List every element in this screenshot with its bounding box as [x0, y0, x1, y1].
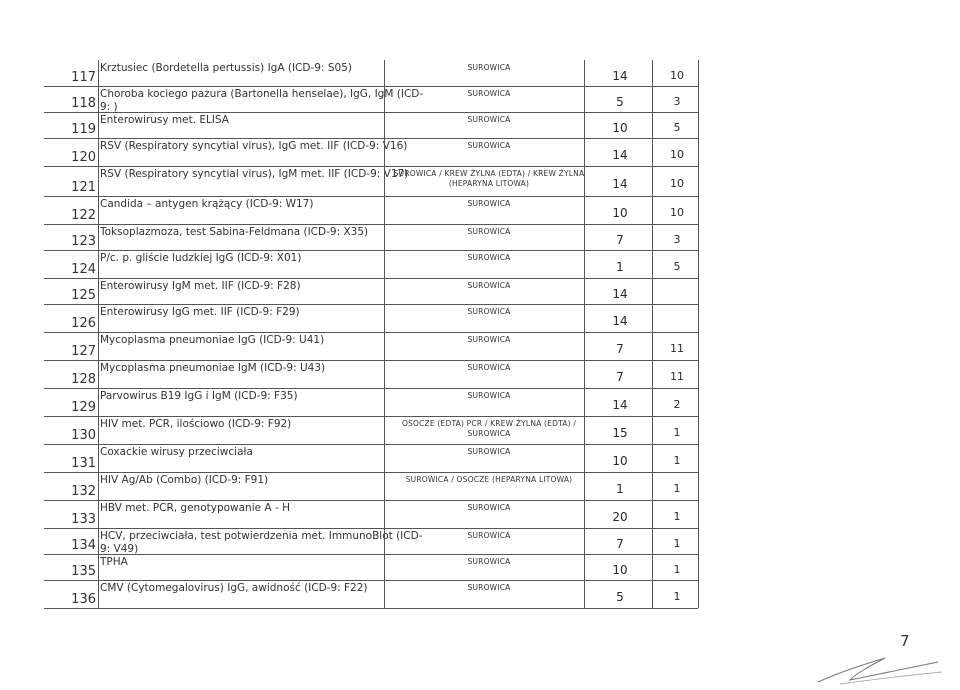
value-1: 15 [612, 426, 628, 440]
row-number: 130 [71, 428, 96, 443]
table-row [44, 86, 698, 113]
sample-material: SUROWICA [467, 335, 511, 344]
column-divider [652, 60, 653, 608]
test-name: RSV (Respiratory syncytial virus), IgG met. IIF (ICD-9: V16) [100, 140, 408, 152]
sample-material: SUROWICA [467, 531, 511, 540]
row-number: 135 [71, 564, 96, 579]
value-2: 10 [670, 177, 684, 190]
row-number: 125 [71, 288, 96, 303]
row-number: 133 [71, 512, 96, 527]
value-2: 1 [673, 510, 681, 523]
value-2: 5 [673, 260, 681, 273]
row-number: 121 [71, 180, 96, 195]
value-1: 14 [612, 314, 628, 328]
value-1: 14 [612, 69, 628, 83]
test-name: HIV met. PCR, ilościowo (ICD-9: F92) [100, 418, 292, 430]
sample-material: SUROWICA / KREW ŻYLNA (EDTA) / KREW ŻYLNA (HEPARYNA LITOWA) [393, 169, 585, 188]
sample-material: SUROWICA [467, 503, 511, 512]
value-2: 5 [673, 121, 681, 134]
sample-material: OSOCZE (EDTA) PCR / KREW ŻYLNA (EDTA) / SUROWICA [401, 419, 577, 438]
table-row [44, 528, 698, 555]
test-name: Mycoplasma pneumoniae IgG (ICD-9: U41) [100, 334, 325, 346]
value-2: 1 [673, 454, 681, 467]
value-2: 1 [673, 563, 681, 576]
sample-material: SUROWICA [467, 363, 511, 372]
value-2: 1 [673, 537, 681, 550]
value-1: 1 [616, 260, 624, 274]
value-2: 3 [673, 233, 681, 246]
value-1: 10 [612, 206, 628, 220]
sample-material: SUROWICA [467, 141, 511, 150]
sample-material: SUROWICA [467, 281, 511, 290]
sample-material: SUROWICA [467, 253, 511, 262]
value-2: 10 [670, 148, 684, 161]
table-row [44, 250, 698, 279]
value-1: 1 [616, 482, 624, 496]
sample-material: SUROWICA [467, 115, 511, 124]
row-number: 136 [71, 592, 96, 607]
value-2: 10 [670, 206, 684, 219]
value-2: 10 [670, 69, 684, 82]
value-1: 20 [612, 510, 628, 524]
table-row [44, 444, 698, 473]
table-row [44, 500, 698, 529]
value-1: 10 [612, 563, 628, 577]
table-row [44, 224, 698, 251]
test-name: Toksoplazmoza, test Sabina-Feldmana (ICD-9: X35) [100, 226, 369, 238]
value-1: 14 [612, 177, 628, 191]
table-row [44, 112, 698, 139]
table-row [44, 278, 698, 305]
value-1: 7 [616, 342, 624, 356]
sample-material: SUROWICA [467, 307, 511, 316]
row-number: 117 [71, 70, 96, 85]
table-row [44, 196, 698, 225]
value-1: 7 [616, 370, 624, 384]
sample-material: SUROWICA [467, 557, 511, 566]
row-number: 128 [71, 372, 96, 387]
value-1: 7 [616, 537, 624, 551]
column-divider [698, 60, 699, 608]
value-1: 5 [616, 590, 624, 604]
row-number: 120 [71, 150, 96, 165]
value-1: 5 [616, 95, 624, 109]
table-row [44, 332, 698, 361]
table-row [44, 554, 698, 581]
table-row [44, 166, 698, 197]
table-row [44, 60, 698, 87]
test-name: Krztusiec (Bordetella pertussis) IgA (ICD-9: S05) [100, 62, 352, 74]
test-name: Parvowirus B19 IgG i IgM (ICD-9: F35) [100, 390, 298, 402]
row-number: 123 [71, 234, 96, 249]
value-1: 14 [612, 148, 628, 162]
sample-material: SUROWICA [467, 199, 511, 208]
table-row [44, 416, 698, 445]
test-name: HIV Ag/Ab (Combo) (ICD-9: F91) [100, 474, 269, 486]
sample-material: SUROWICA [467, 447, 511, 456]
value-2: 1 [673, 590, 681, 603]
test-name: Enterowirusy IgG met. IIF (ICD-9: F29) [100, 306, 300, 318]
value-2: 1 [673, 482, 681, 495]
test-name: HBV met. PCR, genotypowanie A - H [100, 502, 290, 514]
value-2: 2 [673, 398, 681, 411]
value-2: 1 [673, 426, 681, 439]
test-name: Mycoplasma pneumoniae IgM (ICD-9: U43) [100, 362, 326, 374]
page-number: 7 [900, 632, 910, 650]
row-number: 122 [71, 208, 96, 223]
test-name: RSV (Respiratory syncytial virus), IgM met. IIF (ICD-9: V17) [100, 168, 409, 180]
sample-material: SUROWICA [467, 583, 511, 592]
test-name: Candida – antygen krążący (ICD-9: W17) [100, 198, 314, 210]
row-number: 134 [71, 538, 96, 553]
column-divider [584, 60, 585, 608]
test-name: HCV, przeciwciała, test potwierdzenia met. ImmunoBlot (ICD-9: V49) [100, 530, 423, 555]
row-number: 118 [71, 96, 96, 111]
sample-material: SUROWICA / OSOCZE (HEPARYNA LITOWA) [405, 475, 573, 484]
table-row [44, 580, 698, 609]
row-number: 119 [71, 122, 96, 137]
test-name: TPHA [100, 556, 128, 568]
sample-material: SUROWICA [467, 391, 511, 400]
table-row [44, 138, 698, 167]
column-divider [384, 60, 385, 608]
value-1: 10 [612, 454, 628, 468]
test-name: Choroba kociego pazura (Bartonella henselae), IgG, IgM (ICD-9: ) [100, 88, 424, 113]
table-row [44, 388, 698, 417]
sample-material: SUROWICA [467, 227, 511, 236]
value-2: 11 [670, 370, 684, 383]
row-number: 131 [71, 456, 96, 471]
table-row [44, 360, 698, 389]
table-row [44, 304, 698, 333]
row-number: 126 [71, 316, 96, 331]
column-divider [98, 60, 99, 608]
value-1: 14 [612, 398, 628, 412]
sample-material: SUROWICA [467, 89, 511, 98]
value-1: 7 [616, 233, 624, 247]
row-number: 129 [71, 400, 96, 415]
row-number: 132 [71, 484, 96, 499]
value-1: 14 [612, 287, 628, 301]
handwritten-signature [810, 652, 950, 688]
table-row [44, 472, 698, 501]
test-name: CMV (Cytomegalovirus) IgG, awidność (ICD-9: F22) [100, 582, 368, 594]
value-2: 3 [673, 95, 681, 108]
value-2: 11 [670, 342, 684, 355]
test-name: Enterowirusy met. ELISA [100, 114, 229, 126]
test-name: Enterowirusy IgM met. IIF (ICD-9: F28) [100, 280, 301, 292]
test-name: Coxackie wirusy przeciwciała [100, 446, 253, 458]
value-1: 10 [612, 121, 628, 135]
sample-material: SUROWICA [467, 63, 511, 72]
test-name: P/c. p. gliście ludzkiej IgG (ICD-9: X01) [100, 252, 302, 264]
row-number: 127 [71, 344, 96, 359]
row-number: 124 [71, 262, 96, 277]
